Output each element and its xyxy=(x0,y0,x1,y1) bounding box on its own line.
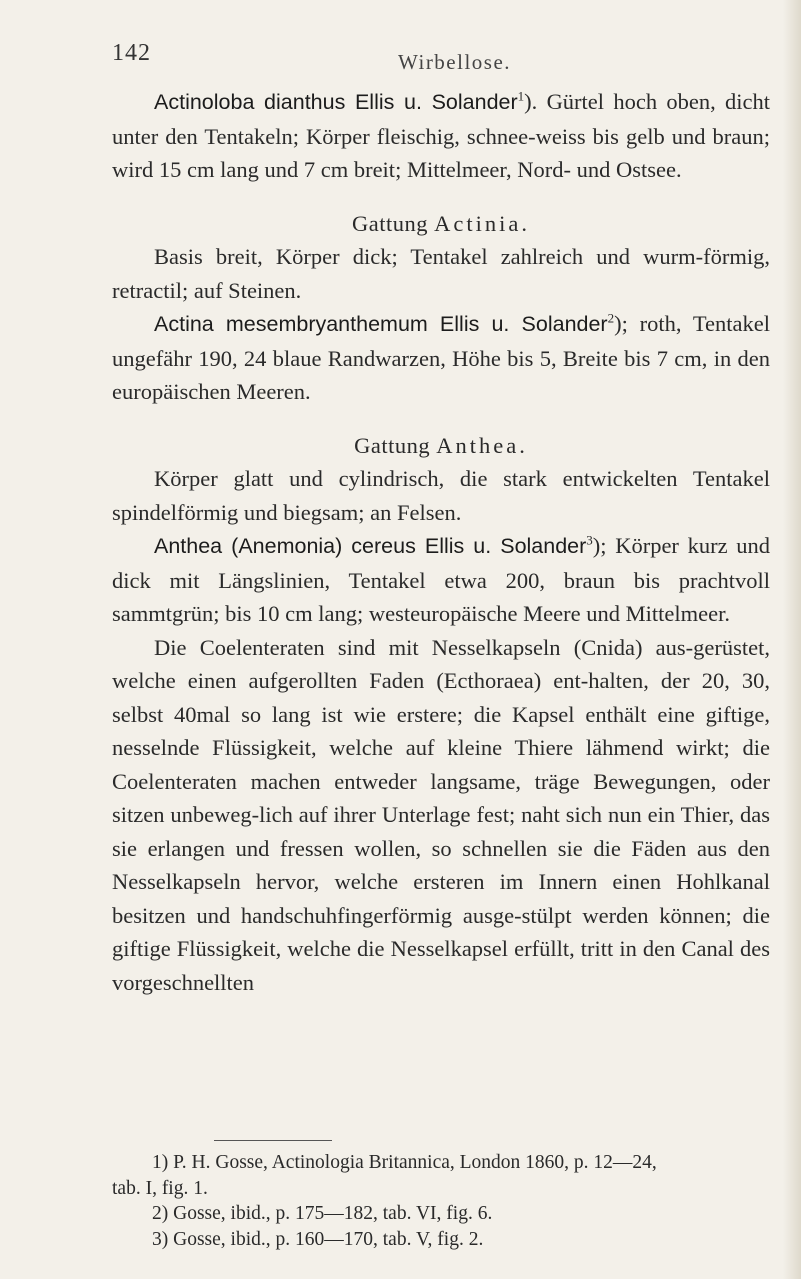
footnote-1-continuation: tab. I, fig. 1. xyxy=(112,1177,208,1199)
paragraph-anthea-description xyxy=(112,462,770,529)
page-edge-shadow xyxy=(783,0,801,1279)
footnote-ref: 2 xyxy=(607,310,615,326)
paragraph-text: Die Coelenteraten sind mit Nesselkapseln (Cnida) aus-gerüstet, welche einen aufgerollten Faden (Ecthoraea) ent-halten, der 20, 30, selbst 40mal so lang ist wie erstere; die Kapsel enthält eine giftige, nesselnde Flüssigkeit, welche auf kleine Thiere lähmend wirkt; die Coelenteraten machen entweder langsame, träge Bewegungen, oder sitzen unbeweg-lich auf ihrer Unterlage fest; naht sich nun ein Thier, das sie erlangen und fressen wollen, so schnellen sie die Fäden aus den Nesselkapseln hervor, welche ersteren im Innern einen Hohlkanal besitzen und handschuhfingerförmig ausge-stülpt werden können; die giftige Flüssigkeit, welche die Nesselkapsel erfüllt, tritt in den Canal des vorgeschnellten xyxy=(112,634,770,995)
paragraph-actinoloba xyxy=(112,85,770,187)
genus-name: Actinia. xyxy=(434,210,530,236)
page-header xyxy=(112,40,752,80)
footnote-1: 1) P. H. Gosse, Actinologia Britannica, London 1860, p. 12—24, xyxy=(152,1152,657,1173)
genus-prefix: Gattung xyxy=(354,432,437,458)
paragraph-text: ); Körper kurz und dick mit Längslinien, Tentakel etwa 200, braun bis prachtvoll sammtgrün; bis 10 cm lang; westeuropäische Meere und Mittelmeer. xyxy=(112,533,770,626)
genus-prefix: Gattung xyxy=(352,210,435,236)
body-text xyxy=(112,85,770,999)
footnote-ref: 1 xyxy=(517,88,525,104)
paragraph-text: ); roth, Tentakel ungefähr 190, 24 blaue Randwarzen, Höhe bis 5, Breite bis 7 cm, in den europäischen Meeren. xyxy=(112,311,771,404)
paragraph-text: Basis breit, Körper dick; Tentakel zahlreich und wurm-förmig, retractil; auf Steinen. xyxy=(112,244,770,303)
paragraph-actinia-description xyxy=(112,240,770,307)
page-number: 142 xyxy=(112,40,151,66)
species-name: Actinoloba dianthus Ellis u. Solander xyxy=(154,90,518,114)
paragraph-anthea-cereus xyxy=(112,529,770,631)
genus-heading-anthea xyxy=(112,429,770,463)
footnote-separator xyxy=(214,1140,332,1141)
paragraph-actina xyxy=(112,307,770,409)
paragraph-text: Körper glatt und cylindrisch, die stark entwickelten Tentakel spindelförmig und biegsam; an Felsen. xyxy=(112,466,770,525)
footnote-ref: 3 xyxy=(586,532,593,548)
genus-heading-actinia xyxy=(112,207,770,241)
paragraph-coelenteraten xyxy=(112,631,770,1000)
footnote-2: 2) Gosse, ibid., p. 175—182, tab. VI, fig. 6. xyxy=(152,1203,493,1224)
paragraph-text: ). Gürtel hoch oben, dicht unter den Tentakeln; Körper fleischig, schnee-weiss bis gelb und braun; wird 15 cm lang und 7 cm breit; Mittelmeer, Nord- und Ostsee. xyxy=(112,89,770,182)
species-name: Anthea (Anemonia) cereus Ellis u. Solander xyxy=(154,534,587,558)
running-head: Wirbellose. xyxy=(398,50,512,74)
footnotes xyxy=(112,1150,762,1252)
genus-name: Anthea. xyxy=(436,432,528,458)
species-name: Actina mesembryanthemum Ellis u. Solander xyxy=(154,312,608,336)
footnote-3: 3) Gosse, ibid., p. 160—170, tab. V, fig. 2. xyxy=(152,1228,484,1250)
